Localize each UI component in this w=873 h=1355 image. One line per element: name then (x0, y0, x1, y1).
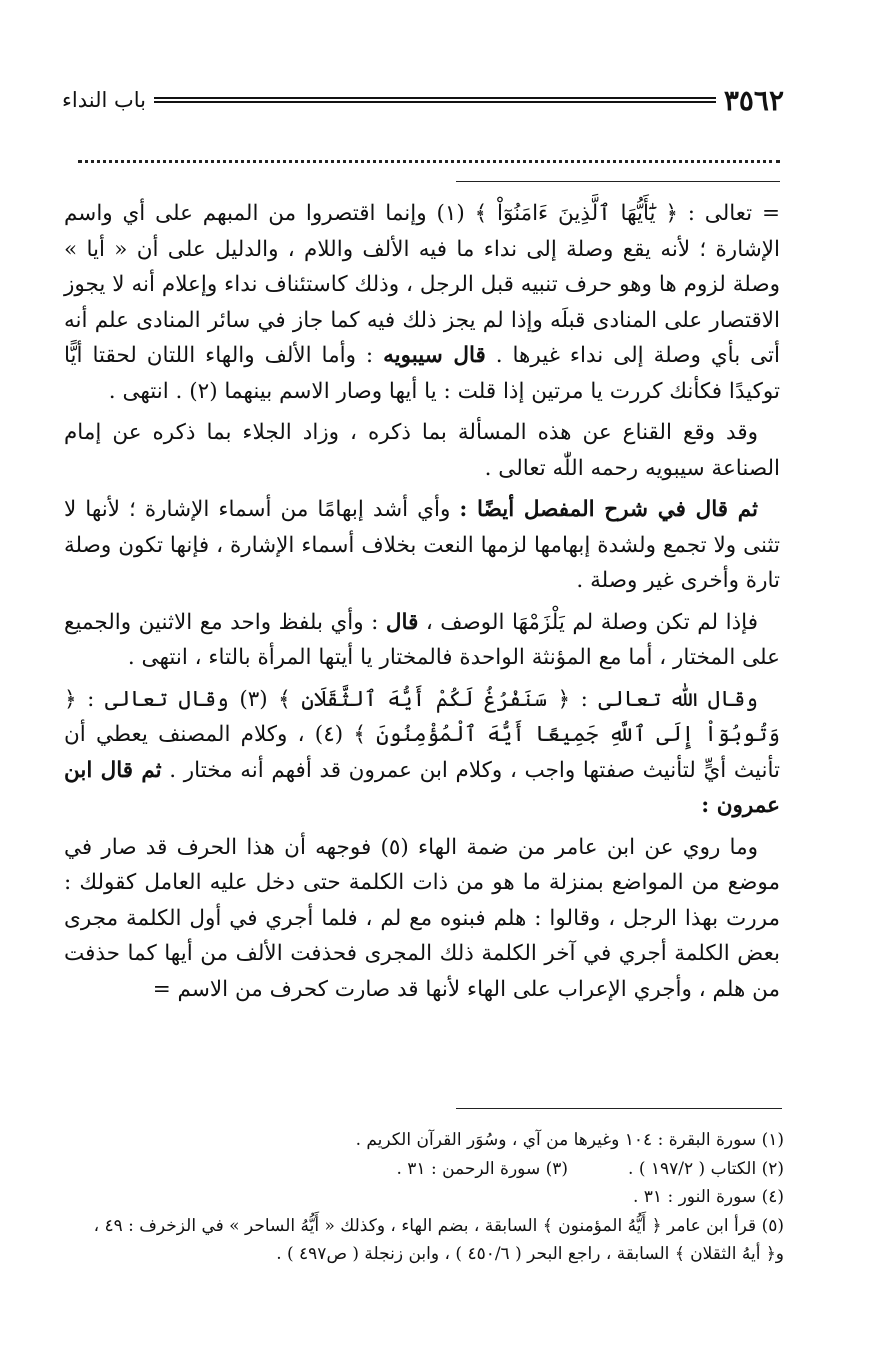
footnote-ref-1: (١) (436, 201, 465, 226)
paragraph-5-text-a: وقال اللّٰه تعالى : ﴿ سَنَفْرُغُ لَكُمْ أَيُّهَ ٱلثَّقَلَانِ ﴾ (267, 686, 759, 712)
footnote-1: (١) سورة البقرة : ١٠٤ وغيرها من آي ، وسُوَر القرآن الكريم . (355, 1130, 784, 1150)
footnote-4: (٤) سورة النور : ٣١ . (632, 1187, 784, 1207)
paragraph-4 (64, 605, 780, 676)
paragraph-2: وقد وقع القناع عن هذه المسألة بما ذكره ، وزاد الجلاء بما ذكره عن إمام الصناعة سيبويه رحمه اللّٰه تعالى . (64, 420, 780, 481)
paragraph-3 (64, 492, 780, 599)
paragraph-1-bold: قال سيبويه (383, 343, 486, 368)
paragraph-3-bold: ثم قال في شرح المفصل أيضًا : (459, 497, 759, 522)
paragraph-4-text-b: : وأي بلفظ واحد مع الاثنين والجميع على المختار ، أما مع المؤنثة الواحدة فالمختار يا أيتها المرأة بالتاء ، انتهى . (64, 609, 780, 670)
footnote-2: (٢) الكتاب ( ١٩٧/٢ ) . (628, 1158, 784, 1179)
footnote-ref-2: (٢) (189, 378, 218, 404)
footnote-3: (٣) سورة الرحمن : ٣١ . (396, 1158, 569, 1179)
paragraph-6-text-b: فوجهه أن هذا الحرف قد صار في موضع من المواضع بمنزلة ما هو من ذات الكلمة حتى دخل عليه العامل كقولك : مررت بهذا الرجل ، وقالوا : هلم فبنوه مع لم ، فلما أجري في أول الكلمة مجرى بعض الكلمة أجري في آخر الكلمة ذلك المجرى فحذفت الألف من أيها كما حذفت من هلم ، وأجري الإعراب على الهاء لأنها قد صارت كحرف من الاسم (64, 834, 780, 1002)
chapter-title: باب النداء (62, 88, 146, 112)
paragraph-5 (64, 682, 780, 824)
dotted-separator (78, 160, 780, 163)
paragraph-1-text-d: . انتهى . (108, 378, 183, 404)
footnote-ref-5: (٥) (380, 834, 409, 860)
paragraph-5-text-c: ، وكلام المصنف يعطي أن تأنيث أيٍّ لتأنيث صفتها واجب ، وكلام ابن عمرون قد أفهم أنه مختار . (64, 722, 780, 783)
page-number: ٣٥٦٢ (723, 83, 784, 117)
footnotes (64, 1126, 784, 1269)
footnote-5-line-2: و﴿ أيهُ الثقلان ﴾ السابقة ، راجع البحر ( ٤٥٠/٦ ) ، وابن زنجلة ( ص٤٩٧ ) . (276, 1244, 784, 1264)
paragraph-4-text-a: فإذا لم تكن وصلة لم يَلْزَمْهَا الوصف ، (418, 609, 758, 635)
continuation-mark-end: = (152, 976, 171, 1002)
paragraph-5-bold: ثم قال ابن عمرون : (64, 757, 780, 818)
continuation-mark-start: = (761, 201, 780, 226)
footnote-ref-4: (٤) (314, 722, 344, 747)
paragraph-1-text-c: : وأما الألف والهاء اللتان لحقتا أيًّا توكيدًا فكأنك كررت يا مرتين إذا قلت : يا أيها وصار الاسم بينهما (64, 343, 780, 404)
separator-underline (456, 181, 780, 182)
paragraph-4-bold: قال (385, 609, 419, 635)
footnote-ref-3: (٣) (239, 686, 268, 712)
paragraph-3-text: وأي أشد إبهامًا من أسماء الإشارة ؛ لأنها لا تثنى ولا تجمع ولشدة إبهامها لزمها النعت بخلاف أسماء الإشارة ، فإنها تكون وصلة تارة وأخرى غير وصلة . (64, 497, 780, 593)
paragraph-6-text-a: وما روي عن ابن عامر من ضمة الهاء (408, 834, 759, 860)
footnote-separator (456, 1108, 782, 1109)
paragraph-6 (64, 830, 780, 1008)
paragraph-1-text-b: وإنما اقتصروا من المبهم على أي واسم الإشارة ؛ لأنه يقع وصلة إلى نداء ما فيه الألف واللام ، والدليل على أن « أيا » وصلة لزوم ها وهو حرف تنبيه قبل الرجل ، وذلك كاستئناف نداء وإعلام أنه لا يجوز الاقتصار على المنادى قبلَه وإذا لم يجز ذلك فيه كما جاز في سائر المنادى علم أنه أتى بأي وصلة إلى نداء غيرها . (64, 201, 781, 368)
main-text (64, 196, 780, 1013)
footnote-5-line-1: (٥) قرأ ابن عامر ﴿ أَيُّهُ المؤمنون ﴾ السابقة ، بضم الهاء ، وكذلك « أَيُّهُ الساحر » في الزخرف : ٤٩ ، (93, 1215, 784, 1236)
footnote-row-2-3 (64, 1155, 784, 1184)
header-rule (154, 97, 716, 103)
paragraph-5-text-b: وقال تعالى : ﴿ وَتُوبُوٓاْ إِلَى ٱللَّهِ جَمِيعًا أَيُّهَ ٱلْمُؤْمِنُونَ ﴾ (64, 686, 780, 747)
paragraph-1 (64, 196, 780, 409)
running-header (62, 80, 784, 120)
paragraph-1-text-a: تعالى : ﴿ يَٰٓأَيُّهَا ٱلَّذِينَ ءَامَنُوٓاْ ﴾ (464, 201, 753, 226)
